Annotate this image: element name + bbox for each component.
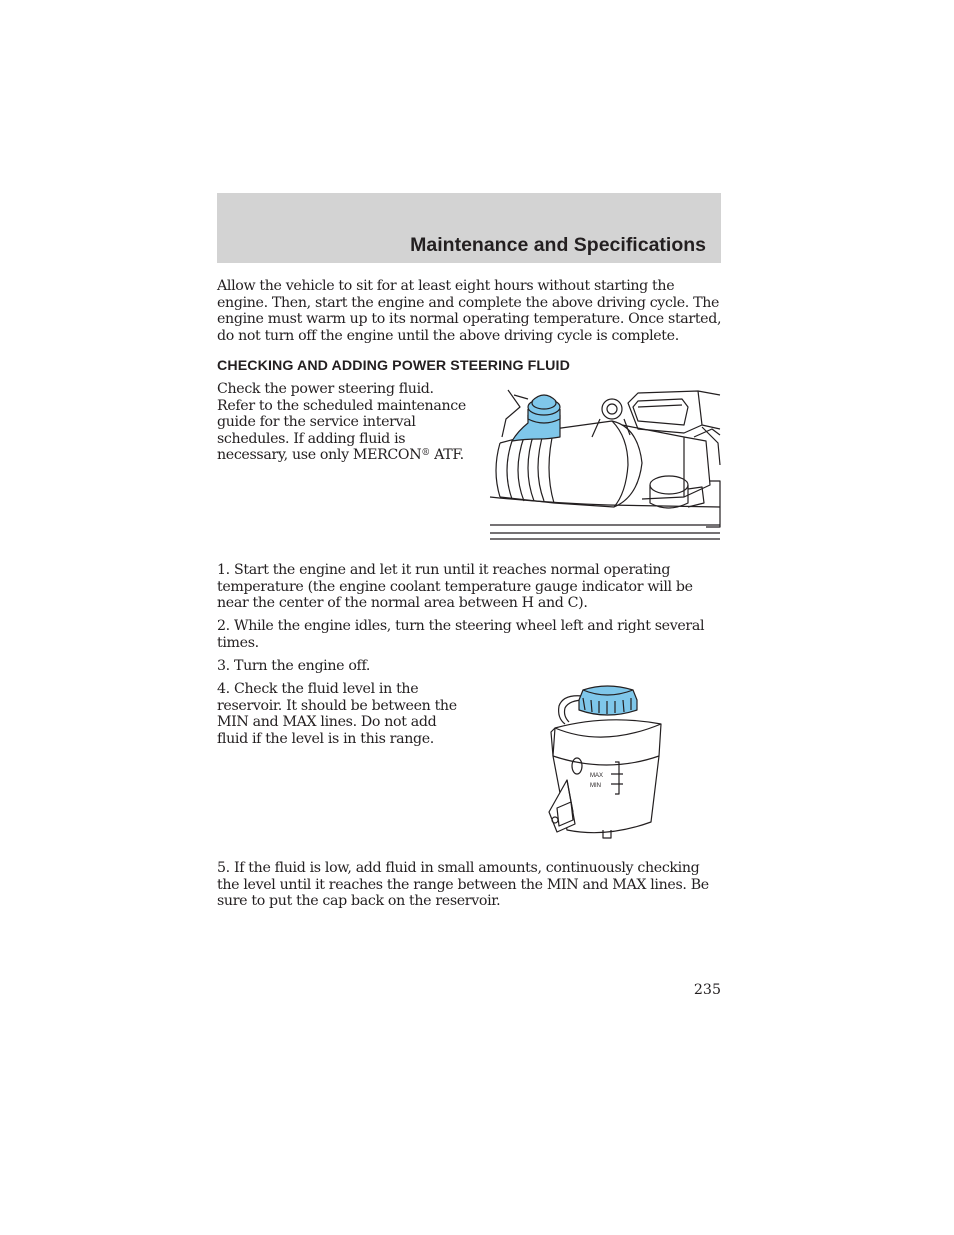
section-title: Maintenance and Specifications (410, 234, 706, 256)
step-5: 5. If the fluid is low, add fluid in small amounts, continuously checking the level until it reaches the range between the MIN and MAX lines. Be sure to put the cap back on the reservoir. (217, 860, 709, 909)
intro-paragraph: Allow the vehicle to sit for at least eight hours without starting the engine. Then, start the engine and complete the above driving cycle. The engine must warm up to its normal operating temperature. Once started, do not turn off the engine until the above driving cycle is complete. (217, 278, 722, 344)
check-fluid-paragraph (217, 381, 469, 464)
step-1: 1. Start the engine and let it run until it reaches normal operating temperature (the engine coolant temperature gauge indicator will be near the center of the normal area between H and C). (217, 562, 693, 611)
step-3: 3. Turn the engine off. (217, 658, 371, 674)
engine-compartment-illustration (488, 385, 724, 543)
check-text-after: ATF. (429, 447, 464, 463)
subheading-power-steering: CHECKING AND ADDING POWER STEERING FLUID (217, 358, 570, 374)
page-number: 235 (693, 982, 721, 998)
reservoir-illustration (543, 684, 668, 841)
step-4: 4. Check the fluid level in the reservoir. It should be between the MIN and MAX lines. Do not add fluid if the level is in this range. (217, 681, 457, 747)
max-label: MAX (590, 773, 604, 779)
min-label: MIN (590, 783, 601, 789)
registered-mark: ® (421, 448, 430, 458)
header-band (217, 193, 721, 263)
step-2: 2. While the engine idles, turn the steering wheel left and right several times. (217, 618, 705, 651)
check-text-before: Check the power steering fluid. Refer to the scheduled maintenance guide for the service interval schedules. If adding fluid is necessary, use only MERCON (217, 381, 466, 463)
